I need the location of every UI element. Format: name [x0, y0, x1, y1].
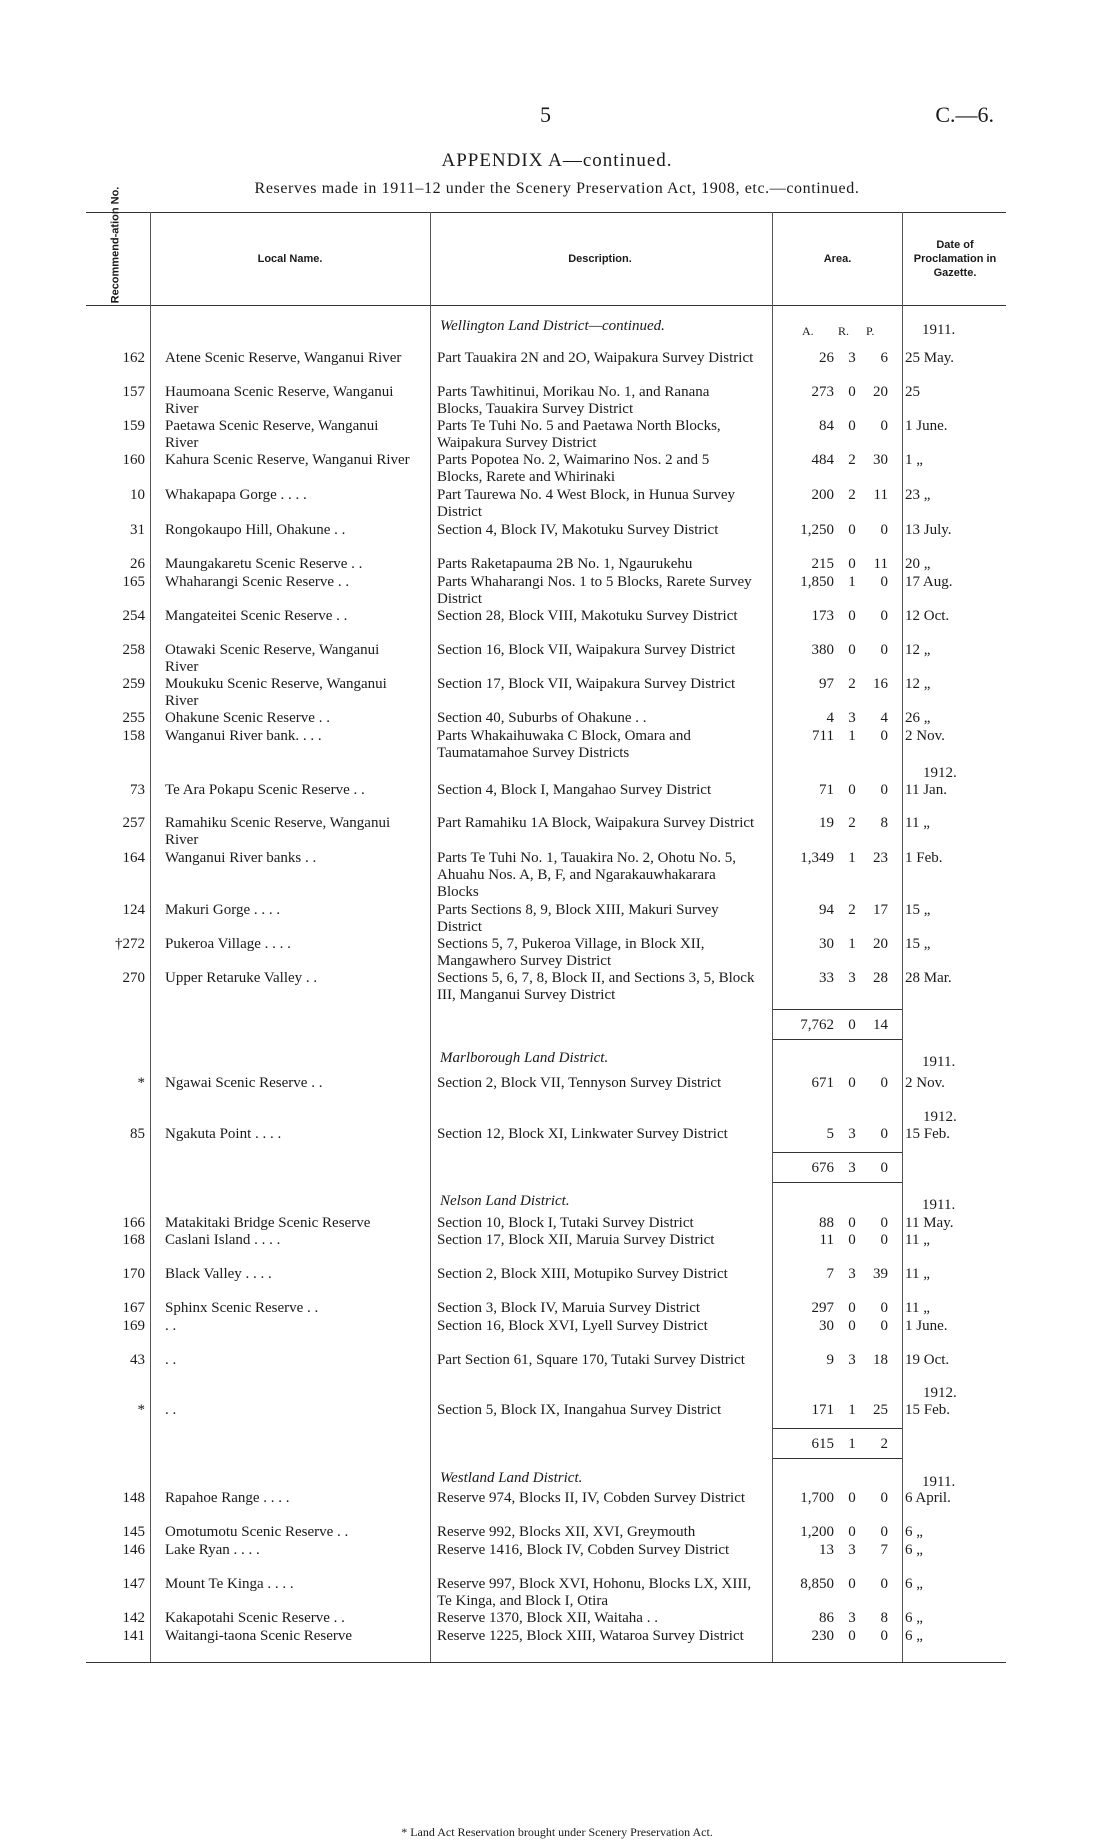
local-name: Paetawa Scenic Reserve, Wanganui River: [165, 418, 379, 451]
proclamation-date: 25: [905, 384, 920, 400]
area-roods: 2: [848, 902, 856, 918]
area-roods: 3: [848, 710, 856, 726]
description: Reserve 997, Block XVI, Hohonu, Blocks LX, XIII, Te Kinga, and Block I, Otira: [437, 1576, 752, 1609]
page-number: 5: [540, 102, 551, 127]
proclamation-date: 28 Mar.: [905, 970, 952, 986]
rec-no: 141: [122, 1628, 145, 1644]
area-roods: 0: [848, 1232, 856, 1248]
proclamation-date: 26 „: [905, 710, 931, 726]
table-subtitle: Reserves made in 1911–12 under the Scenery Preservation Act, 1908, etc.—continued.: [254, 180, 860, 197]
area-perches: 16: [873, 676, 888, 692]
description: Sections 5, 6, 7, 8, Block II, and Sections 3, 5, Block III, Manganui Survey District: [437, 970, 755, 1003]
rec-no: 169: [122, 1318, 145, 1334]
area-acres: 273: [811, 384, 834, 400]
area-roods: 0: [848, 1075, 856, 1091]
local-name: Omotumotu Scenic Reserve . .: [165, 1524, 349, 1540]
area-perches: 0: [880, 1075, 888, 1091]
area-roods: 0: [848, 418, 856, 434]
area-roods: 3: [848, 1610, 856, 1626]
rec-no: 166: [122, 1215, 145, 1231]
area-acres: 97: [819, 676, 834, 692]
description: Parts Raketapauma 2B No. 1, Ngaurukehu: [437, 556, 693, 572]
header-bottom-rule: [86, 305, 1006, 306]
section-year: 1911.: [922, 1054, 956, 1070]
header-date: Date of Proclamation in Gazette.: [913, 239, 997, 279]
local-name: Rongokaupo Hill, Ohakune . .: [165, 522, 346, 538]
description: Section 3, Block IV, Maruia Survey District: [437, 1300, 701, 1316]
area-roods: 0: [848, 1628, 856, 1644]
area-roods: 0: [848, 556, 856, 572]
rec-no: 170: [122, 1266, 145, 1282]
rec-no: *: [137, 1402, 145, 1418]
rec-no: 160: [122, 452, 145, 468]
description: Part Tauakira 2N and 2O, Waipakura Survey District: [437, 350, 754, 366]
rec-no: 259: [122, 676, 145, 692]
rec-no: 165: [122, 574, 145, 590]
total-rule-bottom: [772, 1458, 902, 1459]
district-heading: Westland Land District.: [440, 1470, 583, 1486]
area-unit-a: A.: [802, 324, 814, 338]
proclamation-date: 11 May.: [905, 1215, 954, 1231]
header-area: Area.: [823, 253, 852, 265]
description: Parts Whaharangi Nos. 1 to 5 Blocks, Rarete Survey District: [437, 574, 752, 607]
rec-no: 254: [122, 608, 145, 624]
description: Reserve 1225, Block XIII, Wataroa Survey District: [437, 1628, 744, 1644]
local-name: Atene Scenic Reserve, Wanganui River: [165, 350, 402, 366]
local-name: Ngakuta Point . . . .: [165, 1126, 282, 1142]
area-perches: 11: [873, 556, 888, 572]
document-reference: C.—6.: [935, 102, 994, 127]
area-perches: 18: [873, 1352, 888, 1368]
area-acres: 171: [811, 1402, 834, 1418]
description: Part Section 61, Square 170, Tutaki Survey District: [437, 1352, 745, 1368]
rec-no: 162: [122, 350, 145, 366]
area-roods: 0: [848, 1215, 856, 1231]
proclamation-date: 1 Feb.: [905, 850, 943, 866]
area-acres: 297: [811, 1300, 834, 1316]
year-label: 1912.: [923, 1385, 957, 1401]
proclamation-date: 15 „: [905, 902, 931, 918]
area-acres: 84: [819, 418, 834, 434]
area-perches: 11: [873, 487, 888, 503]
area-acres: 33: [819, 970, 834, 986]
local-name: Makuri Gorge . . . .: [165, 902, 281, 918]
table-bottom-rule: [86, 1662, 1006, 1663]
rec-no: 146: [122, 1542, 145, 1558]
rec-no: 167: [122, 1300, 145, 1316]
total-rule-bottom: [772, 1039, 902, 1040]
local-name: Mangateitei Scenic Reserve . .: [165, 608, 348, 624]
area-acres: 1,700: [800, 1490, 834, 1506]
area-acres: 1,200: [800, 1524, 834, 1540]
description: Section 16, Block XVI, Lyell Survey District: [437, 1318, 708, 1334]
local-name: Sphinx Scenic Reserve . .: [165, 1300, 319, 1316]
header-local-name: Local Name.: [257, 253, 323, 265]
area-acres: 9: [826, 1352, 834, 1368]
area-perches: 0: [880, 642, 888, 658]
local-name: Kahura Scenic Reserve, Wanganui River: [165, 452, 410, 468]
local-name: Mount Te Kinga . . . .: [165, 1576, 294, 1592]
area-acres: 7: [826, 1266, 834, 1282]
description: Parts Whakaihuwaka C Block, Omara and Taumatamahoe Survey Districts: [437, 728, 691, 761]
description: Reserve 1416, Block IV, Cobden Survey District: [437, 1542, 730, 1558]
area-perches: 20: [873, 384, 888, 400]
proclamation-date: 11 „: [905, 1300, 930, 1316]
description: Section 28, Block VIII, Makotuku Survey District: [437, 608, 738, 624]
col-rule-4: [902, 212, 903, 1662]
area-acres: 13: [819, 1542, 834, 1558]
area-roods: 1: [848, 728, 856, 744]
rec-no: 145: [122, 1524, 145, 1540]
local-name: Whaharangi Scenic Reserve . .: [165, 574, 350, 590]
area-perches: 0: [880, 782, 888, 798]
total-perches: 0: [880, 1160, 888, 1176]
local-name: Kakapotahi Scenic Reserve . .: [165, 1610, 345, 1626]
area-perches: 0: [880, 1524, 888, 1540]
description: Section 17, Block XII, Maruia Survey District: [437, 1232, 715, 1248]
proclamation-date: 2 Nov.: [905, 728, 945, 744]
description: Reserve 992, Blocks XII, XVI, Greymouth: [437, 1524, 696, 1540]
proclamation-date: 12 „: [905, 642, 931, 658]
area-perches: 7: [880, 1542, 888, 1558]
area-acres: 30: [819, 1318, 834, 1334]
rec-no: 157: [122, 384, 145, 400]
area-roods: 0: [848, 608, 856, 624]
area-perches: 39: [873, 1266, 888, 1282]
local-name: Black Valley . . . .: [165, 1266, 272, 1282]
rec-no: 168: [122, 1232, 145, 1248]
description: Parts Te Tuhi No. 5 and Paetawa North Blocks, Waipakura Survey District: [437, 418, 721, 451]
rec-no: †272: [115, 936, 145, 952]
appendix-title: APPENDIX A—continued.: [441, 150, 673, 171]
col-rule-1: [150, 212, 151, 1662]
district-heading: Wellington Land District—continued.: [440, 318, 665, 334]
rec-no: 31: [130, 522, 145, 538]
area-perches: 0: [880, 608, 888, 624]
rec-no: 147: [122, 1576, 145, 1592]
area-acres: 1,250: [800, 522, 834, 538]
year-label: 1912.: [923, 1109, 957, 1125]
area-perches: 0: [880, 1126, 888, 1142]
description: Parts Tawhitinui, Morikau No. 1, and Ranana Blocks, Tauakira Survey District: [437, 384, 710, 417]
area-roods: 3: [848, 350, 856, 366]
total-acres: 7,762: [800, 1017, 834, 1033]
area-perches: 20: [873, 936, 888, 952]
local-name: Moukuku Scenic Reserve, Wanganui River: [165, 676, 387, 709]
rec-no: 73: [130, 782, 145, 798]
area-acres: 484: [811, 452, 834, 468]
area-acres: 215: [811, 556, 834, 572]
proclamation-date: 11 „: [905, 1266, 930, 1282]
description: Reserve 974, Blocks II, IV, Cobden Survey District: [437, 1490, 746, 1506]
local-name: Haumoana Scenic Reserve, Wanganui River: [165, 384, 394, 417]
local-name: Matakitaki Bridge Scenic Reserve: [165, 1215, 371, 1231]
area-acres: 26: [819, 350, 834, 366]
section-year: 1911.: [922, 1197, 956, 1213]
area-perches: 0: [880, 728, 888, 744]
total-rule-top: [772, 1009, 902, 1010]
proclamation-date: 6 „: [905, 1610, 923, 1626]
area-acres: 711: [812, 728, 834, 744]
rec-no: 164: [122, 850, 145, 866]
proclamation-date: 23 „: [905, 487, 931, 503]
rec-no: 124: [122, 902, 145, 918]
rec-no: 159: [122, 418, 145, 434]
area-perches: 0: [880, 522, 888, 538]
proclamation-date: 11 Jan.: [905, 782, 947, 798]
proclamation-date: 6 April.: [905, 1490, 951, 1506]
area-perches: 0: [880, 1215, 888, 1231]
area-roods: 1: [848, 936, 856, 952]
area-roods: 0: [848, 522, 856, 538]
rec-no: 257: [122, 815, 145, 831]
total-roods: 1: [848, 1436, 856, 1452]
total-roods: 3: [848, 1160, 856, 1176]
proclamation-date: 15 Feb.: [905, 1402, 950, 1418]
area-roods: 2: [848, 487, 856, 503]
area-acres: 1,850: [800, 574, 834, 590]
rec-no: 148: [122, 1490, 145, 1506]
description: Parts Te Tuhi No. 1, Tauakira No. 2, Ohotu No. 5, Ahuahu Nos. A, B, F, and Ngarakauwhakarara Blocks: [437, 850, 737, 900]
local-name: . .: [165, 1352, 177, 1368]
local-name: Ramahiku Scenic Reserve, Wanganui River: [165, 815, 391, 848]
area-perches: 0: [880, 1490, 888, 1506]
description: Reserve 1370, Block XII, Waitaha . .: [437, 1610, 658, 1626]
local-name: Te Ara Pokapu Scenic Reserve . .: [165, 782, 365, 798]
total-rule-top: [772, 1152, 902, 1153]
description: Sections 5, 7, Pukeroa Village, in Block XII, Mangawhero Survey District: [437, 936, 705, 969]
proclamation-date: 1 June.: [905, 1318, 948, 1334]
area-roods: 0: [848, 642, 856, 658]
area-perches: 6: [880, 350, 888, 366]
local-name: Upper Retaruke Valley . .: [165, 970, 318, 986]
area-acres: 380: [811, 642, 834, 658]
area-roods: 2: [848, 676, 856, 692]
area-perches: 28: [873, 970, 888, 986]
proclamation-date: 15 Feb.: [905, 1126, 950, 1142]
description: Section 16, Block VII, Waipakura Survey District: [437, 642, 736, 658]
section-year: 1911.: [922, 322, 956, 338]
description: Section 5, Block IX, Inangahua Survey District: [437, 1402, 722, 1418]
area-perches: 25: [873, 1402, 888, 1418]
proclamation-date: 19 Oct.: [905, 1352, 950, 1368]
district-heading: Marlborough Land District.: [440, 1050, 609, 1066]
area-acres: 173: [811, 608, 834, 624]
description: Part Taurewa No. 4 West Block, in Hunua Survey District: [437, 487, 735, 520]
description: Section 10, Block I, Tutaki Survey District: [437, 1215, 694, 1231]
local-name: . .: [165, 1402, 177, 1418]
table-top-rule: [86, 212, 1006, 213]
local-name: Pukeroa Village . . . .: [165, 936, 291, 952]
area-perches: 30: [873, 452, 888, 468]
area-perches: 17: [873, 902, 888, 918]
section-year: 1911.: [922, 1474, 956, 1490]
rec-no: 43: [130, 1352, 145, 1368]
local-name: Maungakaretu Scenic Reserve . .: [165, 556, 363, 572]
area-roods: 0: [848, 1490, 856, 1506]
local-name: Ohakune Scenic Reserve . .: [165, 710, 330, 726]
area-perches: 23: [873, 850, 888, 866]
total-rule-bottom: [772, 1182, 902, 1183]
rec-no: *: [137, 1075, 145, 1091]
area-roods: 0: [848, 1318, 856, 1334]
total-acres: 676: [811, 1160, 834, 1176]
area-acres: 11: [819, 1232, 834, 1248]
area-perches: 0: [880, 1628, 888, 1644]
area-roods: 1: [848, 850, 856, 866]
local-name: Rapahoe Range . . . .: [165, 1490, 290, 1506]
area-perches: 0: [880, 1576, 888, 1592]
local-name: Wanganui River banks . .: [165, 850, 317, 866]
area-roods: 1: [848, 1402, 856, 1418]
local-name: Otawaki Scenic Reserve, Wanganui River: [165, 642, 380, 675]
area-roods: 0: [848, 384, 856, 400]
area-acres: 71: [819, 782, 834, 798]
description: Section 4, Block I, Mangahao Survey District: [437, 782, 712, 798]
footnote: * Land Act Reservation brought under Scenery Preservation Act.: [401, 1825, 713, 1839]
area-acres: 4: [826, 710, 834, 726]
rec-no: 10: [130, 487, 145, 503]
area-roods: 3: [848, 1352, 856, 1368]
proclamation-date: 2 Nov.: [905, 1075, 945, 1091]
proclamation-date: 25 May.: [905, 350, 955, 366]
area-roods: 2: [848, 815, 856, 831]
area-acres: 30: [819, 936, 834, 952]
proclamation-date: 6 „: [905, 1628, 923, 1644]
proclamation-date: 20 „: [905, 556, 931, 572]
description: Section 12, Block XI, Linkwater Survey District: [437, 1126, 728, 1142]
rec-no: 258: [122, 642, 145, 658]
area-acres: 230: [811, 1628, 834, 1644]
area-acres: 200: [811, 487, 834, 503]
proclamation-date: 6 „: [905, 1576, 923, 1592]
proclamation-date: 6 „: [905, 1542, 923, 1558]
total-perches: 14: [873, 1017, 888, 1033]
proclamation-date: 12 „: [905, 676, 931, 692]
area-acres: 86: [819, 1610, 834, 1626]
description: Part Ramahiku 1A Block, Waipakura Survey District: [437, 815, 755, 831]
area-acres: 8,850: [800, 1576, 834, 1592]
area-perches: 8: [880, 1610, 888, 1626]
col-rule-3: [772, 212, 773, 1662]
proclamation-date: 6 „: [905, 1524, 923, 1540]
year-label: 1912.: [923, 765, 957, 781]
area-perches: 0: [880, 1232, 888, 1248]
total-roods: 0: [848, 1017, 856, 1033]
proclamation-date: 1 June.: [905, 418, 948, 434]
rec-no: 26: [130, 556, 145, 572]
proclamation-date: 17 Aug.: [905, 574, 953, 590]
area-acres: 5: [826, 1126, 834, 1142]
description: Section 40, Suburbs of Ohakune . .: [437, 710, 647, 726]
district-heading: Nelson Land District.: [440, 1193, 570, 1209]
local-name: Caslani Island . . . .: [165, 1232, 281, 1248]
area-acres: 671: [811, 1075, 834, 1091]
local-name: . .: [165, 1318, 177, 1334]
total-acres: 615: [811, 1436, 834, 1452]
area-roods: 0: [848, 1524, 856, 1540]
area-acres: 19: [819, 815, 834, 831]
area-roods: 3: [848, 970, 856, 986]
rec-no: 142: [122, 1610, 145, 1626]
col-rule-2: [430, 212, 431, 1662]
area-acres: 94: [819, 902, 834, 918]
area-acres: 1,349: [800, 850, 834, 866]
area-roods: 0: [848, 782, 856, 798]
area-units-header: [802, 324, 902, 338]
area-roods: 2: [848, 452, 856, 468]
rec-no: 255: [122, 710, 145, 726]
area-roods: 0: [848, 1300, 856, 1316]
area-unit-p: P.: [866, 324, 875, 338]
local-name: Whakapapa Gorge . . . .: [165, 487, 307, 503]
description: Section 2, Block VII, Tennyson Survey District: [437, 1075, 722, 1091]
area-roods: 1: [848, 574, 856, 590]
local-name: Lake Ryan . . . .: [165, 1542, 260, 1558]
area-perches: 0: [880, 574, 888, 590]
header-rec-no: Recommend-ation No.: [109, 186, 122, 304]
local-name: Wanganui River bank. . . .: [165, 728, 322, 744]
proclamation-date: 11 „: [905, 1232, 930, 1248]
description: Parts Sections 8, 9, Block XIII, Makuri Survey District: [437, 902, 719, 935]
area-perches: 0: [880, 1318, 888, 1334]
proclamation-date: 15 „: [905, 936, 931, 952]
area-perches: 0: [880, 418, 888, 434]
rec-no: 158: [122, 728, 145, 744]
header-description: Description.: [568, 253, 632, 265]
rec-no: 270: [122, 970, 145, 986]
area-roods: 3: [848, 1126, 856, 1142]
rec-no: 85: [130, 1126, 145, 1142]
proclamation-date: 12 Oct.: [905, 608, 950, 624]
total-rule-top: [772, 1428, 902, 1429]
total-perches: 2: [880, 1436, 888, 1452]
proclamation-date: 13 July.: [905, 522, 952, 538]
description: Section 4, Block IV, Makotuku Survey District: [437, 522, 719, 538]
proclamation-date: 11 „: [905, 815, 930, 831]
area-unit-r: R.: [838, 324, 850, 338]
area-roods: 0: [848, 1576, 856, 1592]
description: Section 2, Block XIII, Motupiko Survey District: [437, 1266, 728, 1282]
description: Section 17, Block VII, Waipakura Survey District: [437, 676, 736, 692]
area-perches: 8: [880, 815, 888, 831]
local-name: Ngawai Scenic Reserve . .: [165, 1075, 323, 1091]
local-name: Waitangi-taona Scenic Reserve: [165, 1628, 353, 1644]
area-roods: 3: [848, 1266, 856, 1282]
area-perches: 0: [880, 1300, 888, 1316]
area-roods: 3: [848, 1542, 856, 1558]
proclamation-date: 1 „: [905, 452, 923, 468]
area-acres: 88: [819, 1215, 834, 1231]
description: Parts Popotea No. 2, Waimarino Nos. 2 and 5 Blocks, Rarete and Whirinaki: [437, 452, 710, 485]
area-perches: 4: [880, 710, 888, 726]
